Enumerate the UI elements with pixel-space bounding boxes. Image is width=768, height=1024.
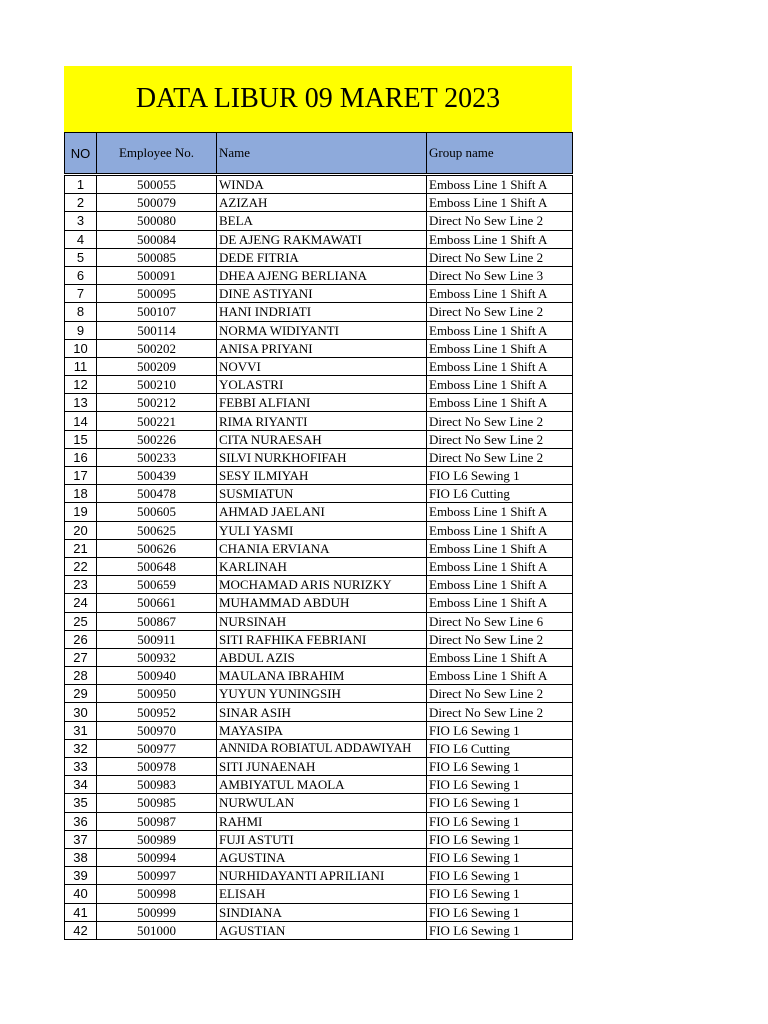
cell-no[interactable]: 15 — [65, 430, 97, 448]
cell-no[interactable]: 9 — [65, 321, 97, 339]
table-row — [65, 921, 573, 939]
table-row — [65, 830, 573, 848]
cell-group-name[interactable]: Direct No Sew Line 2 — [427, 430, 573, 448]
table-row — [65, 176, 573, 194]
cell-employee-no[interactable]: 500932 — [97, 648, 217, 666]
cell-no[interactable]: 3 — [65, 212, 97, 230]
cell-employee-no[interactable]: 500659 — [97, 576, 217, 594]
cell-no[interactable]: 25 — [65, 612, 97, 630]
table-row — [65, 303, 573, 321]
table-row — [65, 266, 573, 284]
cell-employee-no[interactable]: 500055 — [97, 176, 217, 194]
cell-name[interactable]: AMBIYATUL MAOLA — [217, 776, 427, 794]
cell-employee-no[interactable]: 500985 — [97, 794, 217, 812]
cell-employee-no[interactable]: 500095 — [97, 285, 217, 303]
table-row — [65, 448, 573, 466]
cell-group-name[interactable]: Emboss Line 1 Shift A — [427, 194, 573, 212]
cell-employee-no[interactable]: 500084 — [97, 230, 217, 248]
cell-group-name[interactable]: Emboss Line 1 Shift A — [427, 594, 573, 612]
cell-group-name[interactable]: FIO L6 Cutting — [427, 485, 573, 503]
table-row — [65, 521, 573, 539]
cell-no[interactable]: 40 — [65, 885, 97, 903]
cell-name[interactable]: NORMA WIDIYANTI — [217, 321, 427, 339]
table-row — [65, 594, 573, 612]
cell-no[interactable]: 8 — [65, 303, 97, 321]
cell-no[interactable]: 12 — [65, 376, 97, 394]
cell-no[interactable]: 38 — [65, 848, 97, 866]
cell-no[interactable]: 2 — [65, 194, 97, 212]
cell-employee-no[interactable]: 500625 — [97, 521, 217, 539]
cell-group-name[interactable]: Direct No Sew Line 2 — [427, 212, 573, 230]
table-row — [65, 739, 573, 757]
cell-group-name[interactable]: FIO L6 Sewing 1 — [427, 830, 573, 848]
cell-no[interactable]: 16 — [65, 448, 97, 466]
cell-group-name[interactable]: FIO L6 Sewing 1 — [427, 848, 573, 866]
table-row — [65, 539, 573, 557]
cell-group-name[interactable]: Direct No Sew Line 6 — [427, 612, 573, 630]
cell-no[interactable]: 29 — [65, 685, 97, 703]
header-name[interactable]: Name — [217, 133, 427, 174]
cell-name[interactable]: ANNIDA ROBIATUL ADDAWIYAH — [217, 739, 427, 757]
cell-group-name[interactable]: Direct No Sew Line 2 — [427, 685, 573, 703]
cell-employee-no[interactable]: 500210 — [97, 376, 217, 394]
header-employee-no[interactable]: Employee No. — [97, 133, 217, 174]
table-row — [65, 812, 573, 830]
table-row — [65, 630, 573, 648]
cell-group-name[interactable]: Direct No Sew Line 2 — [427, 448, 573, 466]
cell-group-name[interactable]: Emboss Line 1 Shift A — [427, 339, 573, 357]
title-band — [64, 66, 572, 132]
cell-no[interactable]: 28 — [65, 667, 97, 685]
table-row — [65, 394, 573, 412]
cell-group-name[interactable]: Emboss Line 1 Shift A — [427, 176, 573, 194]
cell-name[interactable]: DEDE FITRIA — [217, 248, 427, 266]
cell-employee-no[interactable]: 500478 — [97, 485, 217, 503]
cell-employee-no[interactable]: 500997 — [97, 867, 217, 885]
cell-employee-no[interactable]: 500661 — [97, 594, 217, 612]
cell-group-name[interactable]: FIO L6 Sewing 1 — [427, 921, 573, 939]
cell-name[interactable]: SUSMIATUN — [217, 485, 427, 503]
table-row — [65, 412, 573, 430]
cell-group-name[interactable]: Emboss Line 1 Shift A — [427, 321, 573, 339]
table-row — [65, 467, 573, 485]
cell-name[interactable]: NURSINAH — [217, 612, 427, 630]
cell-name[interactable]: DHEA AJENG BERLIANA — [217, 266, 427, 284]
table-row — [65, 194, 573, 212]
cell-name[interactable]: YULI YASMI — [217, 521, 427, 539]
cell-name[interactable]: AGUSTIAN — [217, 921, 427, 939]
cell-group-name[interactable]: FIO L6 Sewing 1 — [427, 794, 573, 812]
cell-no[interactable]: 19 — [65, 503, 97, 521]
cell-no[interactable]: 31 — [65, 721, 97, 739]
cell-group-name[interactable]: Emboss Line 1 Shift A — [427, 648, 573, 666]
cell-no[interactable]: 13 — [65, 394, 97, 412]
cell-employee-no[interactable]: 500107 — [97, 303, 217, 321]
table-row — [65, 703, 573, 721]
cell-employee-no[interactable]: 500080 — [97, 212, 217, 230]
cell-employee-no[interactable]: 501000 — [97, 921, 217, 939]
table-row — [65, 557, 573, 575]
cell-no[interactable]: 20 — [65, 521, 97, 539]
cell-name[interactable]: SINDIANA — [217, 903, 427, 921]
spreadsheet-sheet — [64, 66, 572, 940]
table-row — [65, 848, 573, 866]
cell-employee-no[interactable]: 500648 — [97, 557, 217, 575]
cell-employee-no[interactable]: 500226 — [97, 430, 217, 448]
cell-employee-no[interactable]: 500983 — [97, 776, 217, 794]
cell-name[interactable]: NURWULAN — [217, 794, 427, 812]
cell-name[interactable]: SESY ILMIYAH — [217, 467, 427, 485]
table-row — [65, 721, 573, 739]
cell-employee-no[interactable]: 500998 — [97, 885, 217, 903]
cell-name[interactable]: ANISA PRIYANI — [217, 339, 427, 357]
cell-name[interactable]: FEBBI ALFIANI — [217, 394, 427, 412]
cell-name[interactable]: AGUSTINA — [217, 848, 427, 866]
cell-group-name[interactable]: Direct No Sew Line 2 — [427, 703, 573, 721]
cell-group-name[interactable]: FIO L6 Sewing 1 — [427, 758, 573, 776]
employee-table — [64, 132, 573, 940]
table-row — [65, 648, 573, 666]
table-row — [65, 776, 573, 794]
cell-name[interactable]: ELISAH — [217, 885, 427, 903]
cell-group-name[interactable]: FIO L6 Sewing 1 — [427, 776, 573, 794]
header-group-name[interactable]: Group name — [427, 133, 573, 174]
table-row — [65, 867, 573, 885]
table-body — [65, 174, 573, 940]
cell-group-name[interactable]: Direct No Sew Line 2 — [427, 412, 573, 430]
cell-no[interactable]: 37 — [65, 830, 97, 848]
table-row — [65, 667, 573, 685]
cell-group-name[interactable]: FIO L6 Sewing 1 — [427, 867, 573, 885]
cell-employee-no[interactable]: 500911 — [97, 630, 217, 648]
cell-group-name[interactable]: Emboss Line 1 Shift A — [427, 521, 573, 539]
cell-name[interactable]: MAYASIPA — [217, 721, 427, 739]
table-row — [65, 903, 573, 921]
cell-no[interactable]: 32 — [65, 739, 97, 757]
table-row — [65, 430, 573, 448]
cell-name[interactable]: BELA — [217, 212, 427, 230]
cell-no[interactable]: 22 — [65, 557, 97, 575]
table-row — [65, 485, 573, 503]
table-row — [65, 503, 573, 521]
cell-group-name[interactable]: FIO L6 Sewing 1 — [427, 903, 573, 921]
cell-group-name[interactable]: Emboss Line 1 Shift A — [427, 230, 573, 248]
cell-employee-no[interactable]: 500079 — [97, 194, 217, 212]
cell-group-name[interactable]: Emboss Line 1 Shift A — [427, 285, 573, 303]
cell-group-name[interactable]: Direct No Sew Line 2 — [427, 630, 573, 648]
cell-name[interactable]: NURHIDAYANTI APRILIANI — [217, 867, 427, 885]
cell-name[interactable]: CHANIA ERVIANA — [217, 539, 427, 557]
cell-employee-no[interactable]: 500867 — [97, 612, 217, 630]
cell-employee-no[interactable]: 500626 — [97, 539, 217, 557]
cell-name[interactable]: AHMAD JAELANI — [217, 503, 427, 521]
table-row — [65, 576, 573, 594]
header-no[interactable]: NO — [65, 133, 97, 174]
cell-employee-no[interactable]: 500987 — [97, 812, 217, 830]
cell-no[interactable]: 35 — [65, 794, 97, 812]
cell-name[interactable]: RIMA RIYANTI — [217, 412, 427, 430]
cell-name[interactable]: RAHMI — [217, 812, 427, 830]
cell-employee-no[interactable]: 500221 — [97, 412, 217, 430]
cell-employee-no[interactable]: 500994 — [97, 848, 217, 866]
table-row — [65, 794, 573, 812]
cell-employee-no[interactable]: 500950 — [97, 685, 217, 703]
cell-group-name[interactable]: Direct No Sew Line 2 — [427, 248, 573, 266]
table-row — [65, 321, 573, 339]
cell-no[interactable]: 23 — [65, 576, 97, 594]
cell-employee-no[interactable]: 500233 — [97, 448, 217, 466]
cell-employee-no[interactable]: 500085 — [97, 248, 217, 266]
table-row — [65, 285, 573, 303]
table-row — [65, 685, 573, 703]
table-row — [65, 376, 573, 394]
table-row — [65, 212, 573, 230]
cell-name[interactable]: SITI JUNAENAH — [217, 758, 427, 776]
table-row — [65, 885, 573, 903]
cell-no[interactable]: 36 — [65, 812, 97, 830]
cell-group-name[interactable]: Emboss Line 1 Shift A — [427, 576, 573, 594]
cell-group-name[interactable]: Emboss Line 1 Shift A — [427, 394, 573, 412]
cell-name[interactable]: HANI INDRIATI — [217, 303, 427, 321]
cell-no[interactable]: 41 — [65, 903, 97, 921]
cell-employee-no[interactable]: 500212 — [97, 394, 217, 412]
table-row — [65, 248, 573, 266]
cell-group-name[interactable]: Emboss Line 1 Shift A — [427, 376, 573, 394]
cell-name[interactable]: SILVI NURKHOFIFAH — [217, 448, 427, 466]
cell-name[interactable]: YUYUN YUNINGSIH — [217, 685, 427, 703]
cell-employee-no[interactable]: 500209 — [97, 357, 217, 375]
table-row — [65, 339, 573, 357]
table-row — [65, 230, 573, 248]
cell-name[interactable]: DINE ASTIYANI — [217, 285, 427, 303]
cell-no[interactable]: 14 — [65, 412, 97, 430]
cell-group-name[interactable]: Direct No Sew Line 3 — [427, 266, 573, 284]
cell-employee-no[interactable]: 500978 — [97, 758, 217, 776]
cell-group-name[interactable]: FIO L6 Sewing 1 — [427, 467, 573, 485]
cell-name[interactable]: SITI RAFHIKA FEBRIANI — [217, 630, 427, 648]
cell-employee-no[interactable]: 500999 — [97, 903, 217, 921]
cell-no[interactable]: 11 — [65, 357, 97, 375]
cell-no[interactable]: 1 — [65, 176, 97, 194]
cell-name[interactable]: DE AJENG RAKMAWATI — [217, 230, 427, 248]
cell-employee-no[interactable]: 500940 — [97, 667, 217, 685]
page-title: DATA LIBUR 09 MARET 2023 — [135, 83, 501, 114]
cell-no[interactable]: 39 — [65, 867, 97, 885]
table-row — [65, 758, 573, 776]
cell-name[interactable]: CITA NURAESAH — [217, 430, 427, 448]
cell-no[interactable]: 26 — [65, 630, 97, 648]
cell-group-name[interactable]: Emboss Line 1 Shift A — [427, 503, 573, 521]
cell-no[interactable]: 27 — [65, 648, 97, 666]
cell-employee-no[interactable]: 500202 — [97, 339, 217, 357]
cell-group-name[interactable]: FIO L6 Sewing 1 — [427, 721, 573, 739]
cell-no[interactable]: 5 — [65, 248, 97, 266]
cell-name[interactable]: SINAR ASIH — [217, 703, 427, 721]
cell-name[interactable]: MOCHAMAD ARIS NURIZKY — [217, 576, 427, 594]
cell-no[interactable]: 30 — [65, 703, 97, 721]
table-header — [65, 133, 573, 174]
table-row — [65, 357, 573, 375]
cell-group-name[interactable]: Emboss Line 1 Shift A — [427, 557, 573, 575]
cell-employee-no[interactable]: 500605 — [97, 503, 217, 521]
cell-no[interactable]: 4 — [65, 230, 97, 248]
table-row — [65, 612, 573, 630]
cell-name[interactable]: YOLASTRI — [217, 376, 427, 394]
cell-employee-no[interactable]: 500114 — [97, 321, 217, 339]
cell-group-name[interactable]: Emboss Line 1 Shift A — [427, 539, 573, 557]
cell-no[interactable]: 7 — [65, 285, 97, 303]
cell-name[interactable]: MAULANA IBRAHIM — [217, 667, 427, 685]
cell-no[interactable]: 24 — [65, 594, 97, 612]
cell-group-name[interactable]: FIO L6 Sewing 1 — [427, 812, 573, 830]
cell-employee-no[interactable]: 500952 — [97, 703, 217, 721]
cell-no[interactable]: 6 — [65, 266, 97, 284]
cell-employee-no[interactable]: 500439 — [97, 467, 217, 485]
cell-employee-no[interactable]: 500091 — [97, 266, 217, 284]
cell-name[interactable]: NOVVI — [217, 357, 427, 375]
cell-name[interactable]: AZIZAH — [217, 194, 427, 212]
cell-no[interactable]: 21 — [65, 539, 97, 557]
cell-name[interactable]: ABDUL AZIS — [217, 648, 427, 666]
cell-no[interactable]: 33 — [65, 758, 97, 776]
cell-group-name[interactable]: Emboss Line 1 Shift A — [427, 357, 573, 375]
cell-name[interactable]: MUHAMMAD ABDUH — [217, 594, 427, 612]
cell-group-name[interactable]: FIO L6 Sewing 1 — [427, 885, 573, 903]
cell-no[interactable]: 18 — [65, 485, 97, 503]
cell-group-name[interactable]: Emboss Line 1 Shift A — [427, 667, 573, 685]
cell-group-name[interactable]: FIO L6 Cutting — [427, 739, 573, 757]
header-row — [65, 133, 573, 174]
cell-name[interactable]: WINDA — [217, 176, 427, 194]
cell-name[interactable]: FUJI ASTUTI — [217, 830, 427, 848]
cell-no[interactable]: 17 — [65, 467, 97, 485]
cell-no[interactable]: 42 — [65, 921, 97, 939]
cell-employee-no[interactable]: 500977 — [97, 739, 217, 757]
cell-employee-no[interactable]: 500989 — [97, 830, 217, 848]
cell-no[interactable]: 10 — [65, 339, 97, 357]
cell-name[interactable]: KARLINAH — [217, 557, 427, 575]
cell-no[interactable]: 34 — [65, 776, 97, 794]
cell-employee-no[interactable]: 500970 — [97, 721, 217, 739]
cell-group-name[interactable]: Direct No Sew Line 2 — [427, 303, 573, 321]
